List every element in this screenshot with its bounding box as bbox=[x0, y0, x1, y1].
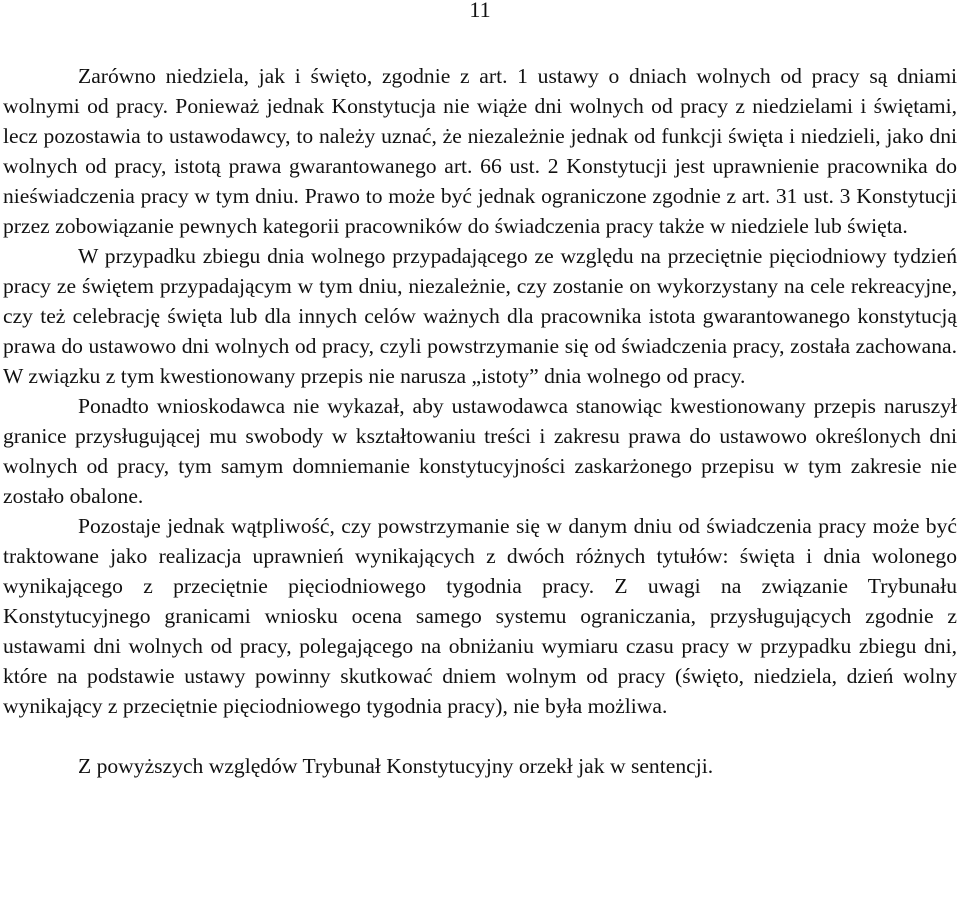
paragraph-3: Ponadto wnioskodawca nie wykazał, aby ustawodawca stanowiąc kwestionowany przepis naruszył granice przysługującej mu swobody w kształtowaniu treści i zakresu prawa do ustawowo określonych dni wolnych od pracy, tym samym domniemanie konstytucyjności zaskarżonego przepisu w tym zakresie nie zostało obalone. bbox=[3, 394, 957, 508]
document-body bbox=[3, 61, 957, 781]
paragraph-4: Pozostaje jednak wątpliwość, czy powstrzymanie się w danym dniu od świadczenia pracy może być traktowane jako realizacja uprawnień wynikających z dwóch różnych tytułów: święta i dnia wolonego wynikającego z przeciętnie pięciodniowego tygodnia pracy. Z uwagi na związanie Trybunału Konstytucyjnego granicami wniosku ocena samego systemu ograniczania, przysługujących zgodnie z ustawami dni wolnych od pracy, polegającego na obniżaniu wymiaru czasu pracy w przypadku zbiegu dni, które na podstawie ustawy powinny skutkować dniem wolnym od pracy (święto, niedziela, dzień wolny wynikający z przeciętnie pięciodniowego tygodnia pracy), nie była możliwa. bbox=[3, 514, 957, 718]
closing-sentence: Z powyższych względów Trybunał Konstytucyjny orzekł jak w sentencji. bbox=[78, 754, 714, 778]
paragraph-2: W przypadku zbiegu dnia wolnego przypadającego ze względu na przeciętnie pięciodniowy tydzień pracy ze świętem przypadającym w tym dniu, niezależnie, czy zostanie on wykorzystany na cele rekreacyjne, czy też celebrację święta lub dla innych celów ważnych dla pracownika istota gwarantowanego konstytucją prawa do ustawowo dni wolnych od pracy, czyli powstrzymanie się od świadczenia pracy, została zachowana. W związku z tym kwestionowany przepis nie narusza „istoty” dnia wolnego od pracy. bbox=[3, 244, 957, 388]
page-number: 11 bbox=[469, 0, 491, 22]
paragraph-1: Zarówno niedziela, jak i święto, zgodnie z art. 1 ustawy o dniach wolnych od pracy są dniami wolnymi od pracy. Ponieważ jednak Konstytucja nie wiąże dni wolnych od pracy z niedzielami i świętami, lecz pozostawia to ustawodawcy, to należy uznać, że niezależnie jednak od funkcji święta i niedzieli, jako dni wolnych od pracy, istotą prawa gwarantowanego art. 66 ust. 2 Konstytucji jest uprawnienie pracownika do nieświadczenia pracy w tym dniu. Prawo to może być jednak ograniczone zgodnie z art. 31 ust. 3 Konstytucji przez zobowiązanie pewnych kategorii pracowników do świadczenia pracy także w niedziele lub święta. bbox=[3, 64, 957, 238]
